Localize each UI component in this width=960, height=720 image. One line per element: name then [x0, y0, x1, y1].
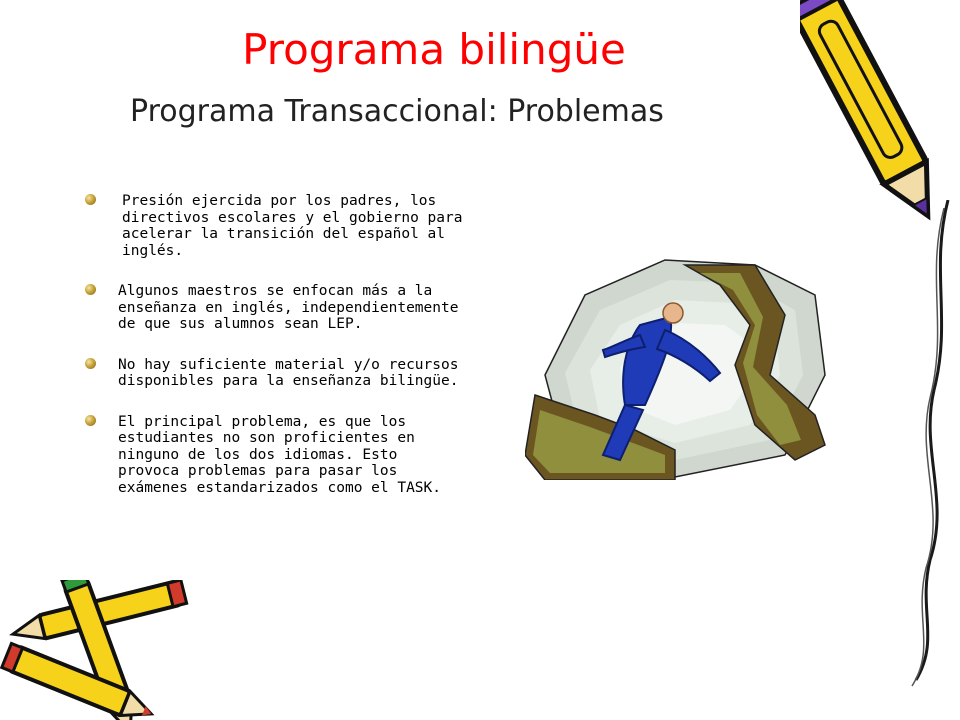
bullet-text: Presión ejercida por los padres, los directivos escolares y el gobierno para acelerar la transición del español al inglés. [122, 193, 463, 259]
slide-title: Programa bilingüe [242, 25, 626, 74]
pencil-icon [800, 0, 950, 230]
bullet-icon [85, 415, 96, 426]
bullet-text: El principal problema, es que los estudiantes no son proficientes en ninguno de los dos idiomas. Esto provoca problemas para pasar los exámenes estandarizados como el TASK. [118, 413, 442, 496]
bullet-icon [85, 358, 96, 369]
bullet-item [84, 283, 464, 333]
bullet-icon [85, 284, 96, 295]
crossed-pencils-icon [0, 580, 195, 720]
bullet-text: Algunos maestros se enfocan más a la enseñanza en inglés, independientemente de que sus alumnos sean LEP. [118, 283, 459, 332]
bullet-item [84, 357, 464, 390]
bullet-list [84, 193, 464, 520]
bullet-icon [85, 194, 96, 205]
leaping-man-illustration [525, 255, 830, 480]
bullet-item [84, 193, 464, 259]
squiggle-icon [900, 200, 960, 690]
slide-subtitle: Programa Transaccional: Problemas [130, 94, 664, 129]
bullet-text: No hay suficiente material y/o recursos disponibles para la enseñanza bilingüe. [118, 356, 459, 389]
bullet-item [84, 414, 464, 497]
